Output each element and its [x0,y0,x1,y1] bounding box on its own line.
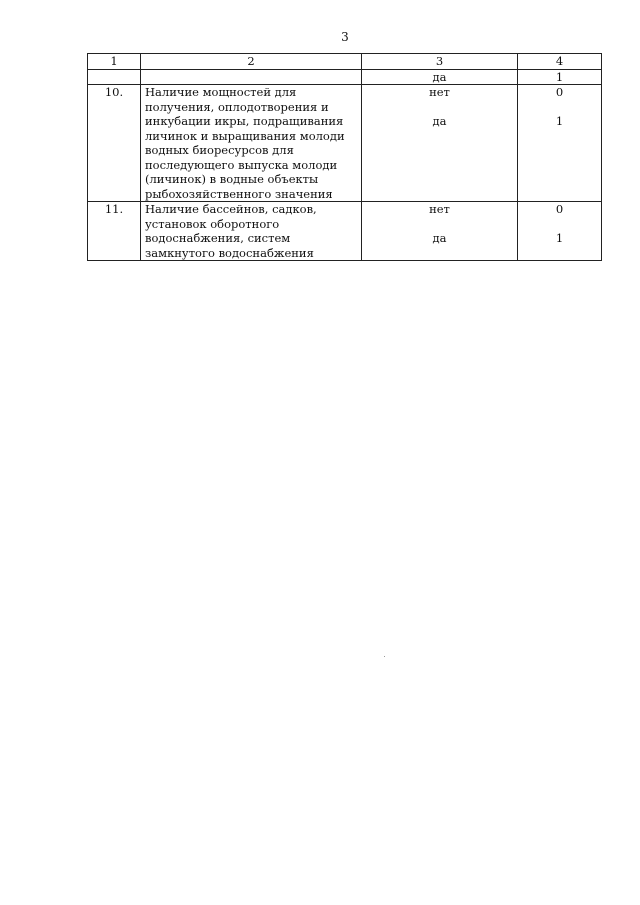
continuation-row [88,69,602,85]
description-line: получения, оплодотворения и [145,99,329,114]
header-cell: 3 [362,54,518,70]
table-header-row [88,54,602,70]
empty-cell [141,69,362,85]
empty-cell [88,69,141,85]
answer-value: нет [429,202,450,216]
score-cell [518,202,602,261]
description-line: последующего выпуска молоди [145,157,338,172]
answer-cell [362,202,518,261]
header-cell: 1 [88,54,141,70]
answer-value: да [432,114,447,128]
description-cell [141,202,362,261]
answer-cell [362,85,518,202]
criteria-table [87,53,602,261]
description-line: рыбохозяйственного значения [145,186,333,201]
score-value: 0 [555,202,564,216]
answer-value: да [432,231,447,245]
score-cell: 1 [518,69,602,85]
header-cell: 4 [518,54,602,70]
score-value: 1 [555,231,564,245]
table-row [88,202,602,261]
page-number: 3 [341,30,349,44]
description-line: установок оборотного [145,216,280,231]
score-value: 1 [555,114,564,128]
description-line: замкнутого водоснабжения [145,245,314,260]
header-cell: 2 [141,54,362,70]
description-cell [141,85,362,202]
row-number: 11. [88,202,141,261]
description-line: водных биоресурсов для [145,143,294,157]
row-number: 10. [88,85,141,202]
description-line: личинок и выращивания молоди [145,128,345,143]
answer-cell: да [362,69,518,85]
description-line: Наличие мощностей для [145,85,297,99]
table-row [88,85,602,202]
description-line: инкубации икры, подращивания [145,114,344,128]
description-line: (личинок) в водные объекты [145,172,319,186]
score-value: 0 [555,85,564,99]
description-line: водоснабжения, систем [145,231,291,245]
answer-value: нет [429,85,450,99]
scan-speck [384,656,385,657]
description-line: Наличие бассейнов, садков, [145,202,317,216]
score-cell [518,85,602,202]
